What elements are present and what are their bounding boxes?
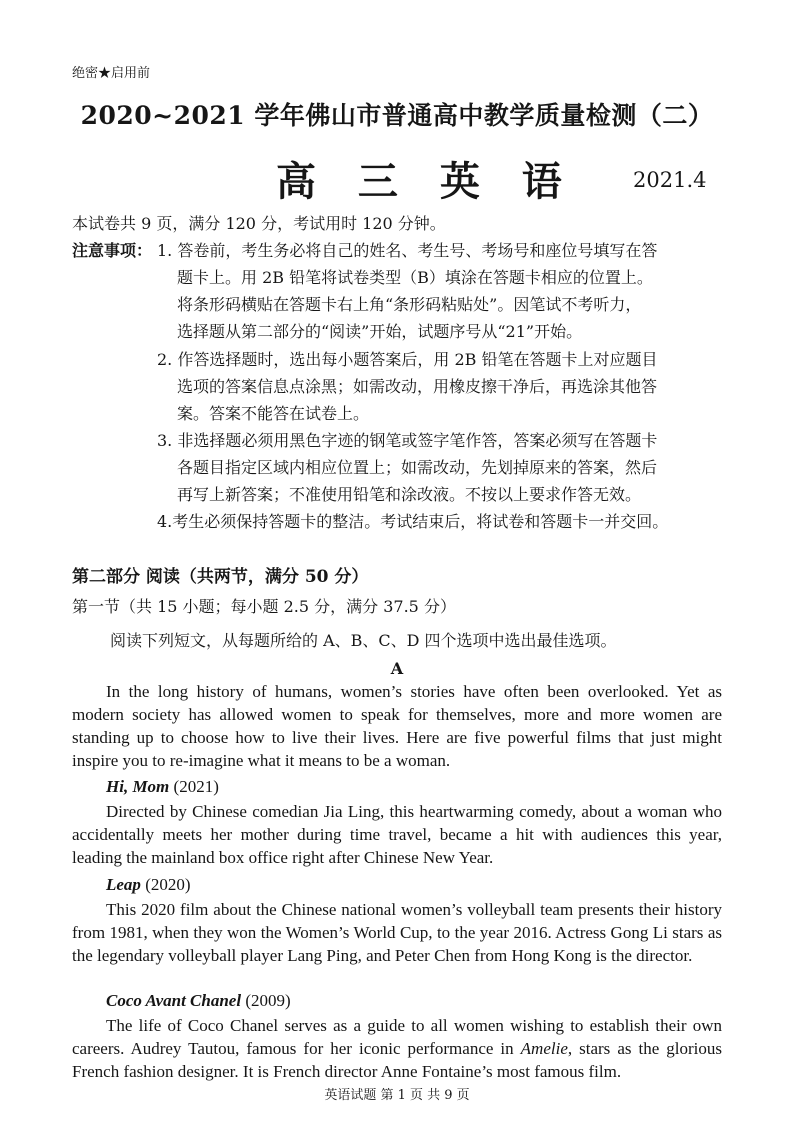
passage-intro (72, 680, 722, 772)
film-desc-coco (72, 1014, 722, 1083)
film-name: Leap (106, 875, 141, 894)
film-year: (2021) (169, 777, 219, 796)
note-3 (157, 427, 657, 508)
film-year: (2009) (241, 991, 291, 1010)
page-footer: 英语试题 第 1 页 共 9 页 (324, 1088, 470, 1103)
note-line: 2. 作答选择题时，选出每小题答案后，用 2B 铅笔在答题卡上对应题目 (157, 350, 658, 369)
film-desc-text: Directed by Chinese comedian Jia Ling, this heartwarming comedy, about a woman who accidentally meets her mother during time travel, became a hit with audiences this year, leading the mainland box office right after Chinese New Year. (72, 802, 722, 867)
note-line: 选择题从第二部分的“阅读”开始，试题序号从“21”开始。 (177, 322, 583, 341)
part2-title: 第二部分 阅读（共两节，满分 50 分） (72, 567, 369, 587)
exam-title: 2020~2021 学年佛山市普通高中教学质量检测（二） (80, 101, 714, 130)
note-1 (157, 237, 657, 345)
note-line: 题卡上。用 2B 铅笔将试卷类型（B）填涂在答题卡相应的位置上。 (177, 268, 653, 287)
film-desc-italic: Amelie (520, 1039, 568, 1058)
secret-mark: 绝密★启用前 (72, 66, 151, 81)
film-title-leap (106, 875, 191, 895)
note-line: 1. 答卷前，考生务必将自己的姓名、考生号、考场号和座位号填写在答 (157, 241, 658, 260)
film-title-hi-mom (106, 777, 219, 797)
note-4 (157, 508, 668, 535)
passage-intro-text: In the long history of humans, women’s stories have often been overlooked. Yet as modern society has allowed women to speak for themselves, more and more women are standing up to choose how to live their lives. Here are five powerful films that just might inspire you to re-imagine what it means to be a woman. (72, 682, 722, 770)
note-line: 再写上新答案；不准使用铅笔和涂改液。不按以上要求作答无效。 (177, 485, 642, 504)
note-line: 将条形码横贴在答题卡右上角“条形码粘贴处”。因笔试不考听力， (177, 295, 642, 314)
exam-date: 2021.4 (633, 168, 707, 192)
section1-title: 第一节（共 15 小题；每小题 2.5 分，满分 37.5 分） (72, 597, 456, 616)
passage-letter: A (390, 659, 404, 678)
film-desc-text: This 2020 film about the Chinese national women’s volleyball team presents their history from 1981, when they won the Women’s World Cup, to the year 2016. Actress Gong Li stars as the legendary volleyball player Lang Ping, and Peter Chen from Hong Kong is the director. (72, 900, 722, 965)
note-line: 3. 非选择题必须用黑色字迹的钢笔或签字笔作答，答案必须写在答题卡 (157, 431, 658, 450)
note-line: 各题目指定区域内相应位置上；如需改动，先划掉原来的答案，然后 (177, 458, 658, 477)
film-name: Hi, Mom (106, 777, 170, 796)
film-title-coco (106, 991, 291, 1011)
subject-title: 高 三 英 语 (276, 158, 576, 205)
notes-label: 注意事项： (72, 241, 153, 260)
note-2 (157, 346, 657, 427)
reading-instruction: 阅读下列短文，从每题所给的 A、B、C、D 四个选项中选出最佳选项。 (110, 631, 617, 650)
film-desc-text: The life of Coco Chanel serves as a guide to all women wishing to establish their own careers. Audrey Tautou, famous for her iconic performance in (72, 1016, 722, 1058)
note-line: 案。答案不能答在试卷上。 (177, 404, 370, 423)
film-desc-leap (72, 898, 722, 967)
exam-intro: 本试卷共 9 页，满分 120 分，考试用时 120 分钟。 (72, 214, 446, 233)
film-name: Coco Avant Chanel (106, 991, 242, 1010)
film-desc-text: , stars as the glorious French fashion designer. It is French director Anne Fontaine’s most famous film. (72, 1039, 722, 1081)
film-year: (2020) (140, 875, 191, 894)
note-line: 选项的答案信息点涂黑；如需改动，用橡皮擦干净后，再选涂其他答 (177, 377, 658, 396)
film-desc-hi-mom (72, 800, 722, 869)
note-line: 4.考生必须保持答题卡的整洁。考试结束后，将试卷和答题卡一并交回。 (157, 512, 669, 531)
